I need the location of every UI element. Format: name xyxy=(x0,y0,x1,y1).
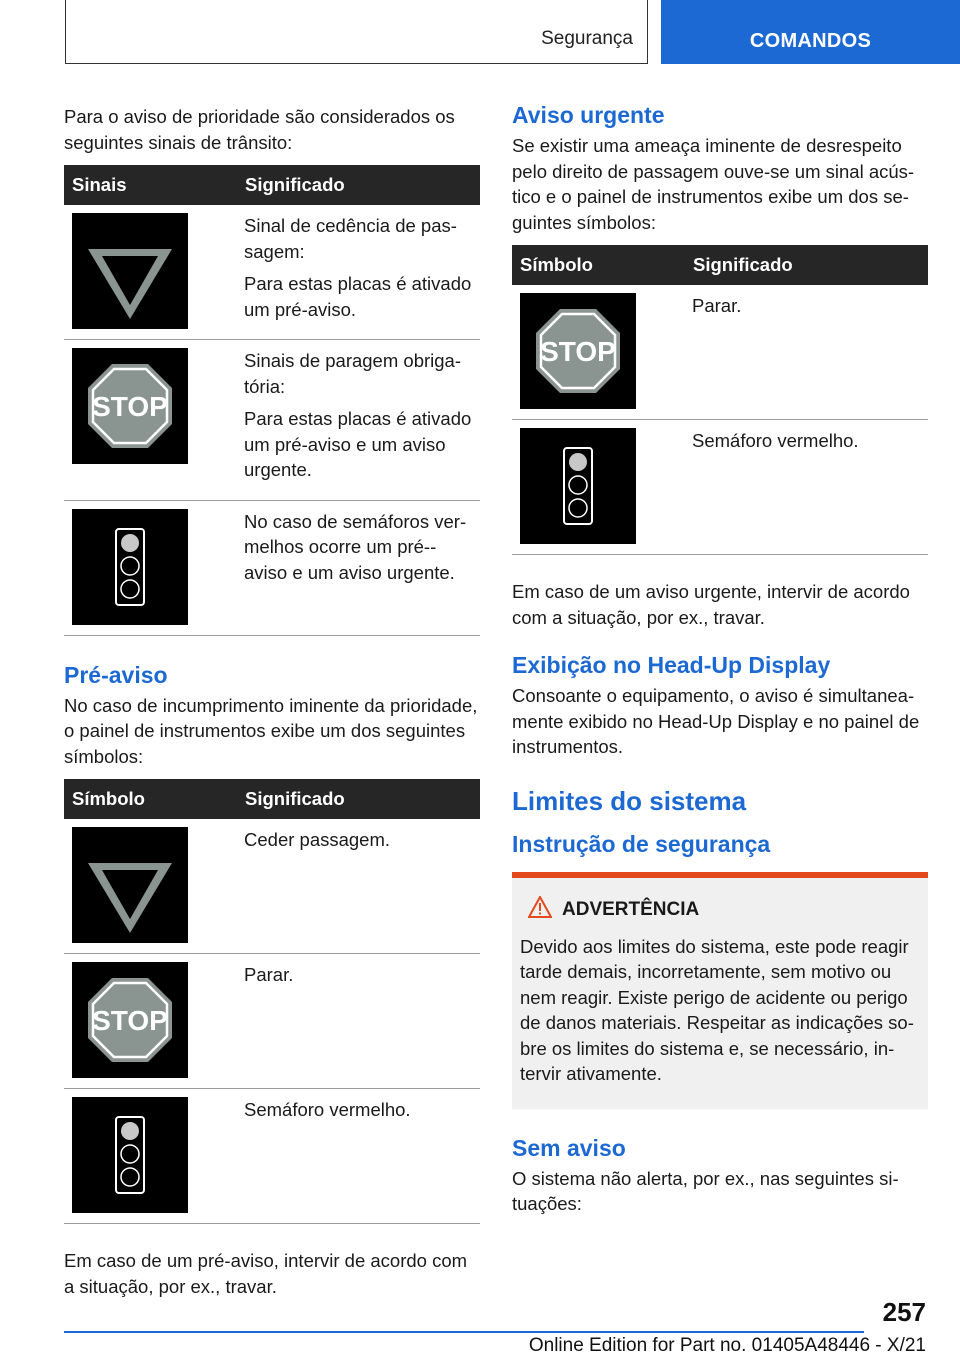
header-section-box xyxy=(65,0,648,64)
table-header-row xyxy=(64,165,480,205)
warning-title: ADVERTÊNCIA xyxy=(562,898,700,920)
noalert-text: O sistema não alerta, por ex., nas seguintes situações: xyxy=(512,1167,899,1214)
svg-text:STOP: STOP xyxy=(540,336,616,367)
urgent-heading: Aviso urgente xyxy=(512,102,665,128)
table-header-col2: Significado xyxy=(236,165,480,205)
svg-text:STOP: STOP xyxy=(92,1005,168,1036)
limits-heading: Limites do sistema xyxy=(512,785,747,816)
noalert-heading: Sem aviso xyxy=(512,1134,626,1161)
row-text: Parar. xyxy=(244,964,294,985)
traffic-light-icon xyxy=(72,1097,188,1213)
traffic-light-icon xyxy=(520,428,636,544)
table-header-col1: Sinais xyxy=(64,165,236,205)
row-text: Semáforo vermelho. xyxy=(692,430,859,451)
table-header-col2: Significado xyxy=(236,779,480,819)
svg-text:STOP: STOP xyxy=(92,391,168,422)
table-header-col1: Símbolo xyxy=(512,245,684,285)
preaviso-after-text: Em caso de um pré-aviso, intervir de acordo com a situação, por ex., travar. xyxy=(64,1250,468,1297)
table-row xyxy=(512,285,928,420)
safety-heading: Instrução de segurança xyxy=(512,830,771,857)
table-row xyxy=(512,420,928,555)
intro-text: Para o aviso de prioridade são considerados os seguintes sinais de trânsito: xyxy=(64,106,455,153)
table-header-col1: Símbolo xyxy=(64,779,236,819)
signs-table xyxy=(64,165,480,636)
stop-sign-icon xyxy=(520,293,636,409)
warning-triangle-icon xyxy=(528,896,552,924)
yield-sign-icon xyxy=(72,827,188,943)
table-header-row xyxy=(512,245,928,285)
table-header-col2: Significado xyxy=(684,245,928,285)
hud-heading: Exibição no Head-Up Display xyxy=(512,652,831,678)
footer-edition: Online Edition for Part no. 01405A48446 - X/21 xyxy=(528,1335,926,1356)
urgent-after-text: Em caso de um aviso urgente, intervir de acordo com a situação, por ex., travar. xyxy=(512,581,910,628)
left-column xyxy=(64,104,480,1309)
page-number: 257 xyxy=(882,1297,926,1327)
row-text: Parar. xyxy=(692,295,742,316)
row-text: Sinal de cedência de passagem: xyxy=(244,215,457,262)
row-text: Ceder passagem. xyxy=(244,829,391,850)
row-text: Para estas placas é ativado um pré-aviso. xyxy=(244,273,472,320)
traffic-light-icon xyxy=(72,509,188,625)
preaviso-heading: Pré-aviso xyxy=(64,661,168,688)
row-text: Sinais de paragem obrigatória: xyxy=(244,350,461,397)
warning-box xyxy=(512,872,928,1109)
row-text: Semáforo vermelho. xyxy=(244,1099,411,1120)
table-row xyxy=(64,500,480,635)
header-section-label: Segurança xyxy=(541,28,633,49)
warning-text: Devido aos limites do sistema, este pode reagir tarde demais, incorretamente, sem motivo ou nem reagir. Existe perigo de acidente ou perigo de danos materiais. Respeitar as indicações sobre os limites do sistema e, se necessário, intervir ativamente. xyxy=(520,935,914,1084)
footer-rule xyxy=(64,1331,864,1333)
table-row xyxy=(64,954,480,1089)
yield-sign-icon xyxy=(72,213,188,329)
header-chapter-tab xyxy=(661,0,960,64)
hud-text: Consoante o equipamento, o aviso é simultaneamente exibido no Head-Up Display e no painel de instrumentos. xyxy=(512,685,920,757)
table-row xyxy=(64,819,480,954)
urgent-text: Se existir uma ameaça iminente de desrespeito pelo direito de passagem ouve-se um sinal acústico e o painel de instrumentos exibe um dos seguintes símbolos: xyxy=(512,135,915,233)
urgent-table xyxy=(512,245,928,555)
table-row xyxy=(64,340,480,501)
table-row xyxy=(64,205,480,340)
stop-sign-icon xyxy=(72,348,188,464)
table-row xyxy=(64,1089,480,1224)
table-header-row xyxy=(64,779,480,819)
right-column xyxy=(512,102,928,1227)
preaviso-table xyxy=(64,779,480,1224)
preaviso-text: No caso de incumprimento iminente da prioridade, o painel de instrumentos exibe um dos seguintes símbolos: xyxy=(64,694,478,767)
row-text: No caso de semáforos vermelhos ocorre um pré--aviso e um aviso urgente. xyxy=(244,510,467,583)
header-chapter-label: COMANDOS xyxy=(749,29,872,52)
row-text: Para estas placas é ativado um pré-aviso e um aviso urgente. xyxy=(244,408,472,480)
stop-sign-icon xyxy=(72,962,188,1078)
